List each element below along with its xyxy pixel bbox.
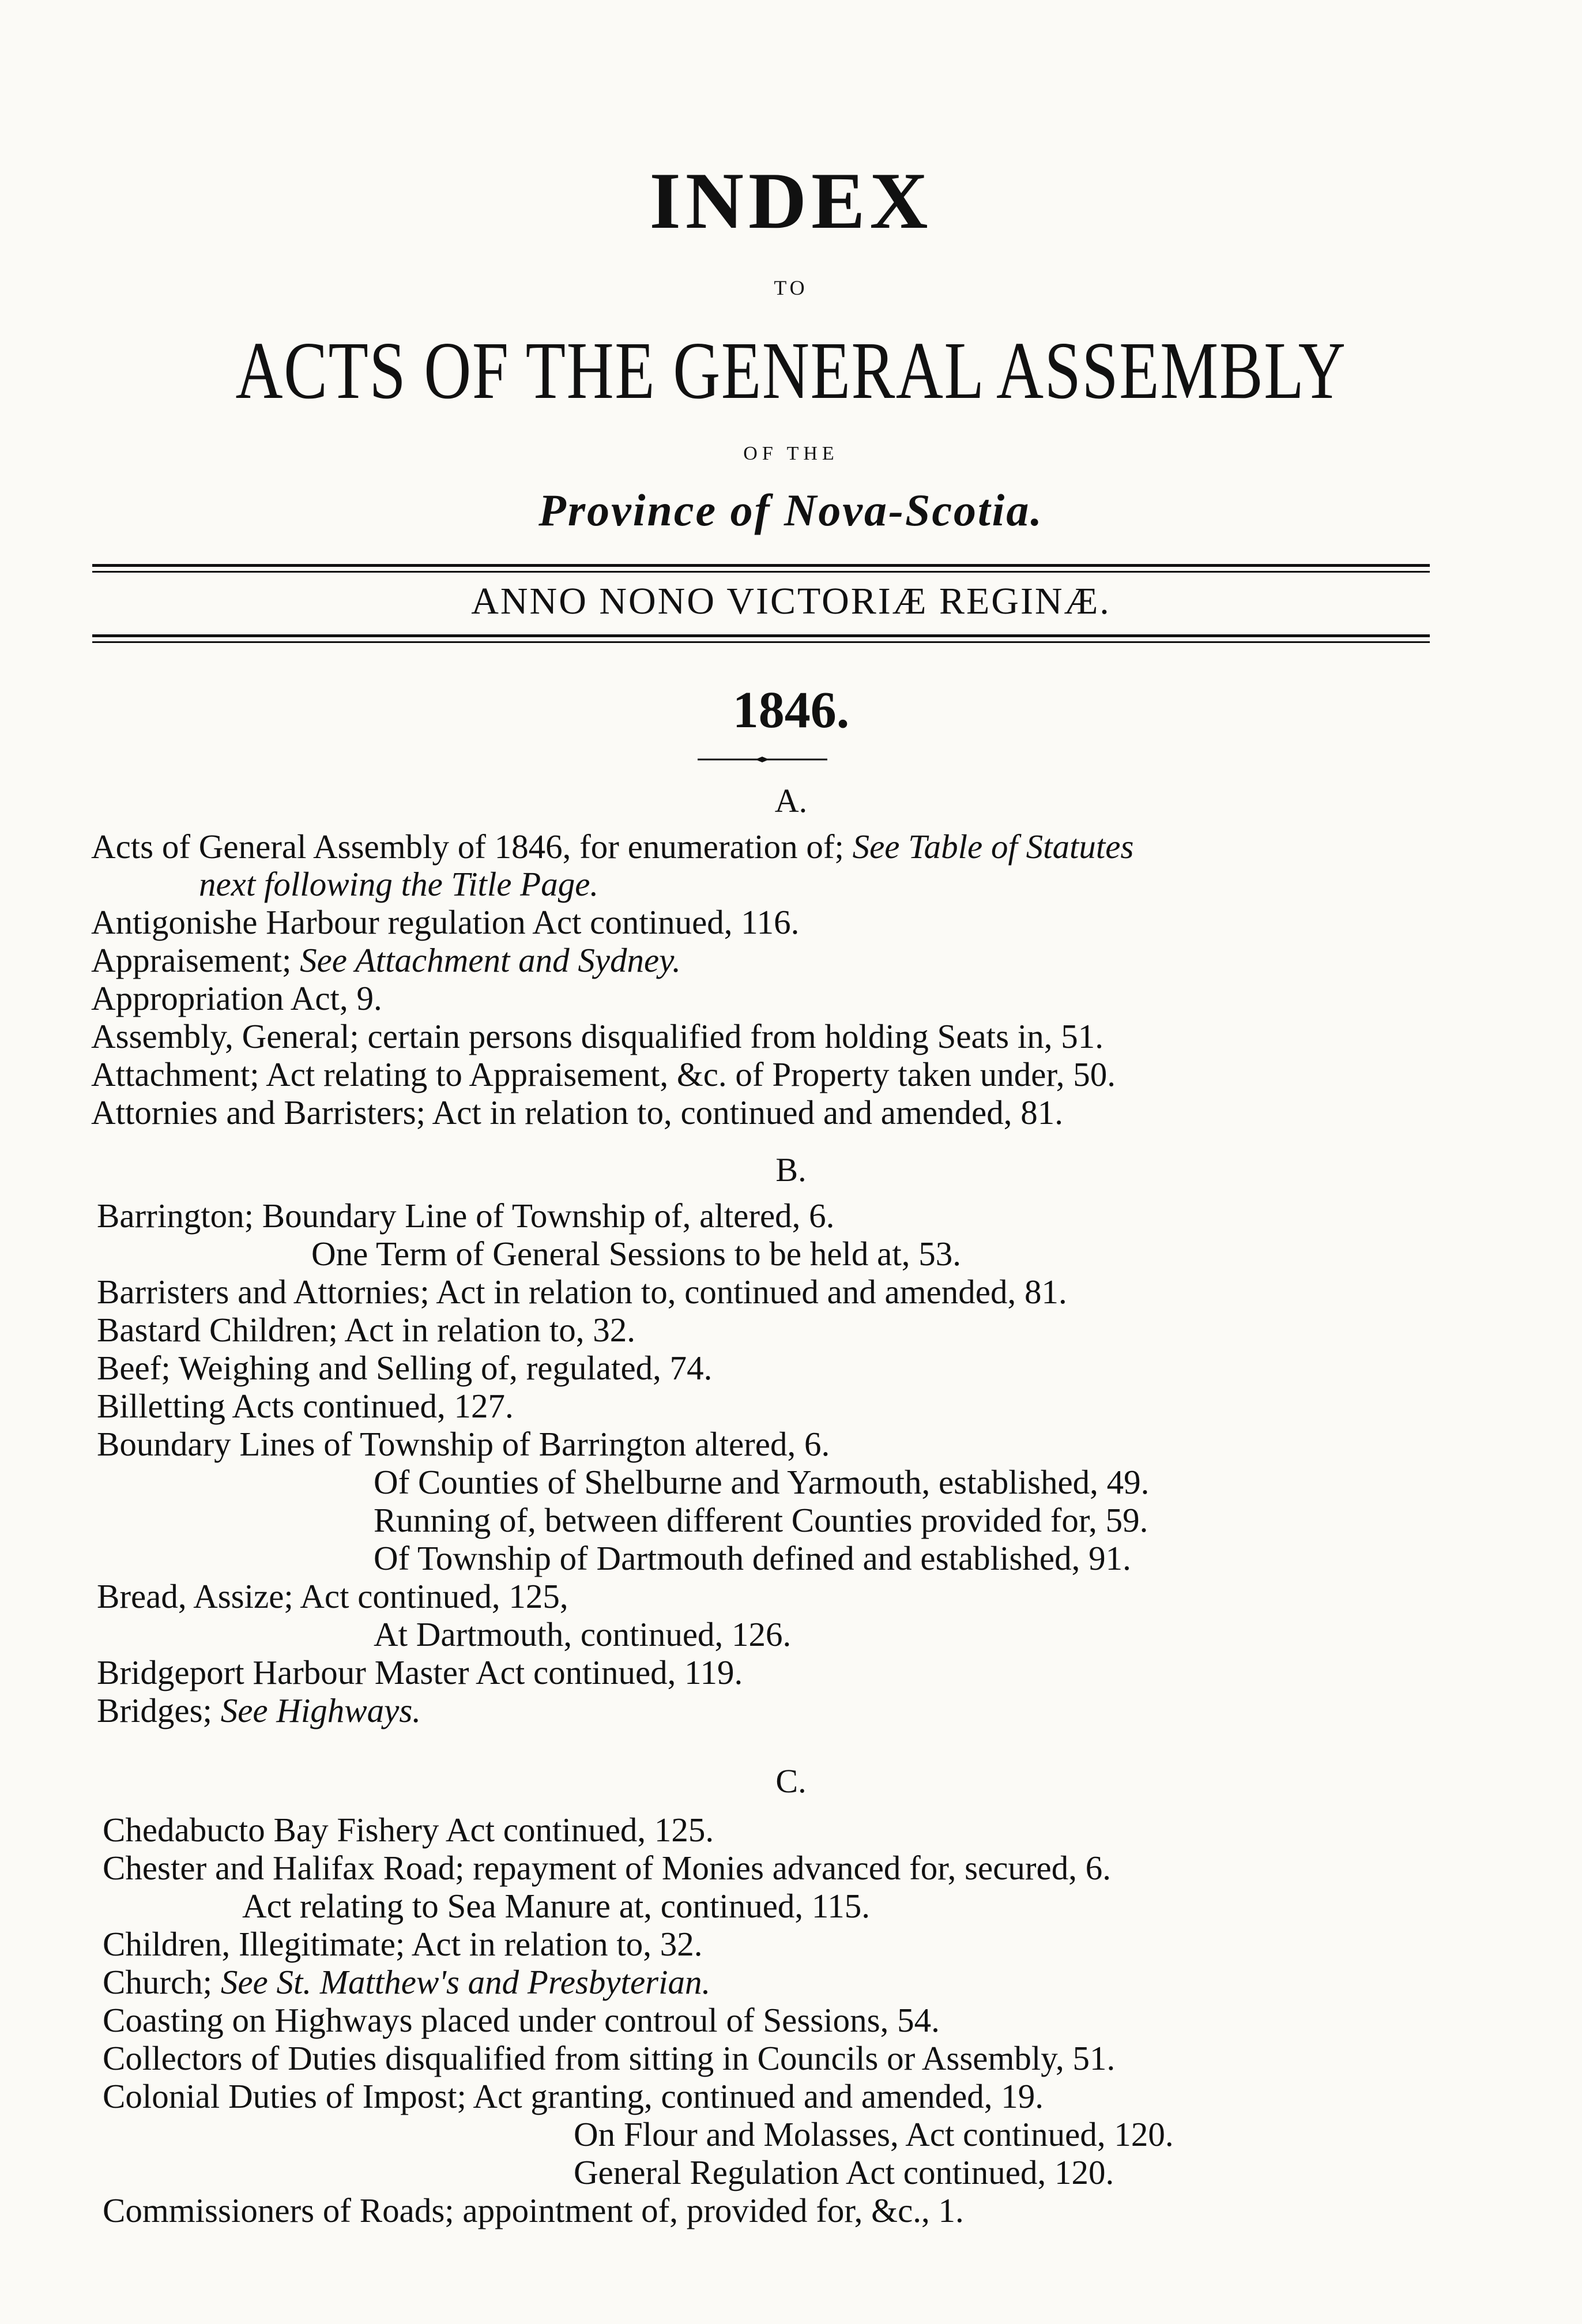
index-entry: Chester and Halifax Road; repayment of Monies advanced for, secured, 6. <box>103 1849 1111 1887</box>
index-entry: Assembly, General; certain persons disqualified from holding Seats in, 51. <box>91 1017 1103 1055</box>
top-rule-thin <box>92 571 1430 573</box>
index-entry: Bastard Children; Act in relation to, 32. <box>97 1311 636 1349</box>
section-letter-c: C. <box>775 1762 807 1800</box>
index-entry: At Dartmouth, continued, 126. <box>374 1615 792 1653</box>
index-entry: Beef; Weighing and Selling of, regulated, 74. <box>97 1349 713 1387</box>
of-the-label: OF THE <box>743 443 839 464</box>
index-entry: Appraisement; See Attachment and Sydney. <box>91 941 681 979</box>
index-entry: One Term of General Sessions to be held at, 53. <box>311 1235 961 1273</box>
index-title: INDEX <box>649 156 933 246</box>
index-entry: General Regulation Act continued, 120. <box>574 2153 1114 2191</box>
index-entry: Commissioners of Roads; appointment of, provided for, &c., 1. <box>103 2191 964 2229</box>
bottom-rule-thin <box>92 641 1430 643</box>
index-entry: Colonial Duties of Impost; Act granting, continued and amended, 19. <box>103 2077 1044 2115</box>
index-entry: Bridges; See Highways. <box>97 1691 421 1729</box>
index-entry: Coasting on Highways placed under controul of Sessions, 54. <box>103 2001 940 2039</box>
index-entry: Acts of General Assembly of 1846, for enumeration of; See Table of Statutes <box>91 828 1134 866</box>
index-entry: Boundary Lines of Township of Barrington altered, 6. <box>97 1425 830 1463</box>
index-entry: Collectors of Duties disqualified from sitting in Councils or Assembly, 51. <box>103 2039 1116 2077</box>
index-entry: Barristers and Attornies; Act in relation to, continued and amended, 81. <box>97 1273 1067 1311</box>
index-entry: Children, Illegitimate; Act in relation to, 32. <box>103 1925 703 1963</box>
index-entry: Appropriation Act, 9. <box>91 979 382 1017</box>
year-heading: 1846. <box>732 682 850 739</box>
index-entry: Act relating to Sea Manure at, continued, 115. <box>242 1887 870 1925</box>
ornament-rule <box>698 757 827 762</box>
acts-title: ACTS OF THE GENERAL ASSEMBLY <box>235 325 1347 416</box>
index-entry: Of Counties of Shelburne and Yarmouth, established, 49. <box>374 1463 1150 1501</box>
index-entry: Chedabucto Bay Fishery Act continued, 125. <box>103 1811 714 1849</box>
index-entry: next following the Title Page. <box>199 865 599 903</box>
top-rule <box>92 564 1430 567</box>
index-entry: On Flour and Molasses, Act continued, 120. <box>574 2115 1174 2153</box>
index-entry: Church; See St. Matthew's and Presbyterian. <box>103 1963 711 2001</box>
index-entry: Billetting Acts continued, 127. <box>97 1387 514 1425</box>
index-entry: Bridgeport Harbour Master Act continued, 119. <box>97 1653 743 1691</box>
anno-regnal-line: ANNO NONO VICTORIÆ REGINÆ. <box>471 580 1111 622</box>
index-entry: Barrington; Boundary Line of Township of, altered, 6. <box>97 1197 835 1235</box>
bottom-rule <box>92 634 1430 637</box>
index-entry: Running of, between different Counties provided for, 59. <box>374 1501 1148 1539</box>
to-label: TO <box>774 276 808 299</box>
index-entry: Attachment; Act relating to Appraisement, &c. of Property taken under, 50. <box>91 1055 1116 1093</box>
section-letter-a: A. <box>774 782 808 819</box>
province-title: Province of Nova-Scotia. <box>538 485 1044 535</box>
index-entry: Antigonishe Harbour regulation Act continued, 116. <box>91 903 800 941</box>
index-entry: Bread, Assize; Act continued, 125, <box>97 1577 568 1615</box>
section-letter-b: B. <box>775 1151 807 1189</box>
index-entry: Attornies and Barristers; Act in relation to, continued and amended, 81. <box>91 1093 1063 1131</box>
index-entry: Of Township of Dartmouth defined and established, 91. <box>374 1539 1131 1577</box>
